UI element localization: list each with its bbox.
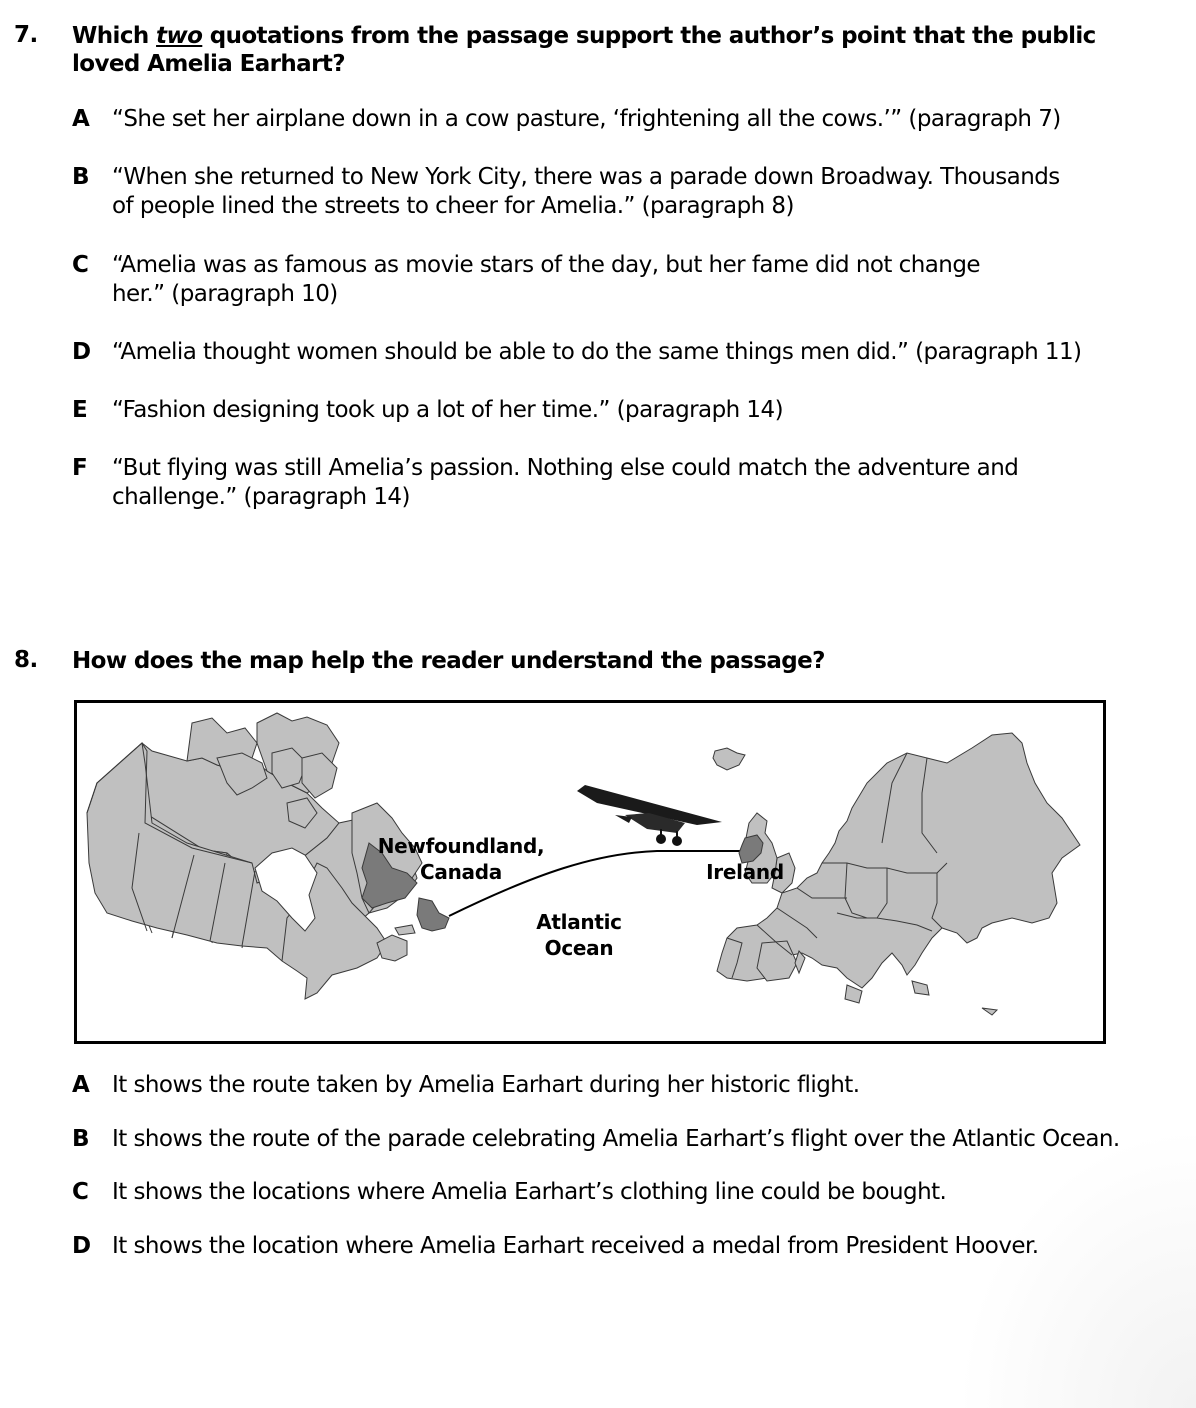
iceland — [713, 748, 745, 770]
question-8-number: 8. — [14, 647, 38, 673]
map-graphic — [77, 703, 1103, 1041]
q8-option-a[interactable]: A It shows the route taken by Amelia Earhart during her historic flight. — [72, 1072, 860, 1098]
q8-option-b[interactable]: B It shows the route of the parade celebrating Amelia Earhart’s flight over the Atlantic Ocean. — [72, 1126, 1120, 1152]
q7-option-e[interactable]: E “Fashion designing took up a lot of her time.” (paragraph 14) — [72, 397, 784, 423]
emphasis-two: two — [156, 23, 203, 49]
question-8-prompt: How does the map help the reader understand the passage? — [72, 648, 825, 674]
q7-option-d[interactable]: D “Amelia thought women should be able to do the same things men did.” (paragraph 11) — [72, 339, 1082, 365]
label-atlantic-ocean: Atlantic Ocean — [536, 910, 622, 960]
q7-option-b[interactable]: B “When she returned to New York City, there was a parade down Broadway. Thousands of people lined the streets to cheer for Amelia.” (paragraph 8) — [72, 164, 1060, 219]
airplane-icon — [577, 785, 722, 846]
q7-option-f[interactable]: F “But flying was still Amelia’s passion. Nothing else could match the adventure and challenge.” (paragraph 14) — [72, 455, 1019, 510]
question-7-number: 7. — [14, 22, 38, 48]
q8-option-d[interactable]: D It shows the location where Amelia Earhart received a medal from President Hoover. — [72, 1233, 1039, 1259]
q7-option-c[interactable]: C “Amelia was as famous as movie stars of the day, but her fame did not change her.” (paragraph 10) — [72, 252, 980, 307]
question-7-prompt: Which two quotations from the passage support the author’s point that the public loved Amelia Earhart? — [72, 23, 1096, 77]
q8-option-c[interactable]: C It shows the locations where Amelia Earhart’s clothing line could be bought. — [72, 1179, 947, 1205]
label-ireland: Ireland — [706, 860, 784, 884]
flight-route-map — [74, 700, 1106, 1044]
label-newfoundland-canada: Newfoundland, Canada — [377, 834, 545, 884]
q7-option-a[interactable]: A “She set her airplane down in a cow pasture, ‘frightening all the cows.’” (paragraph 7) — [72, 106, 1061, 132]
